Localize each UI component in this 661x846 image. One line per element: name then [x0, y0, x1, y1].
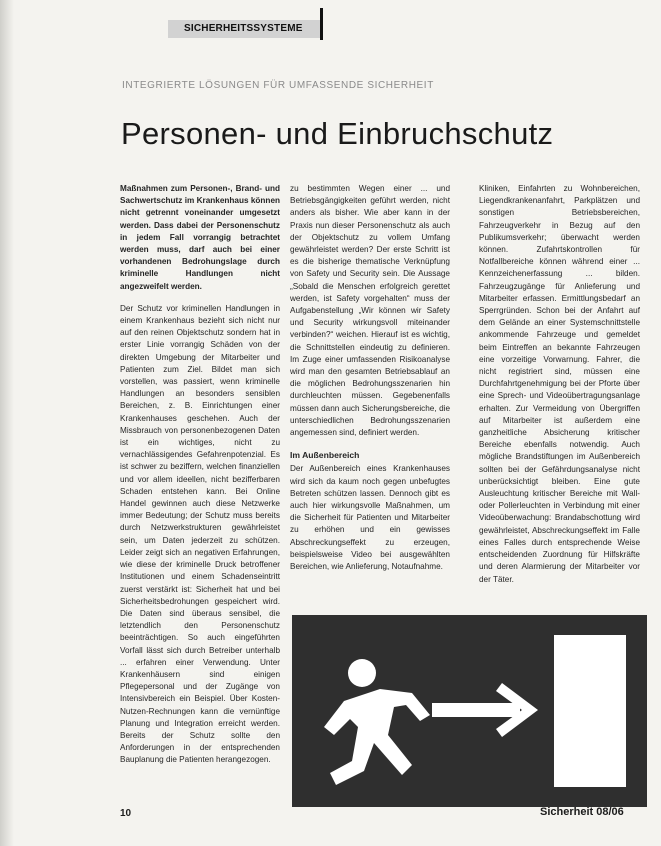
magazine-issue: Sicherheit 08/06 [540, 806, 624, 818]
door-icon [554, 635, 626, 787]
text-column-1 [120, 183, 280, 823]
subheading-outdoor: Im Außenbereich [290, 450, 360, 461]
emergency-exit-sign [292, 615, 647, 807]
column-3-body: Kliniken, Einfahrten zu Wohnbereichen, Liegendkrankenanfahrt, Parkplätzen und sonstigen Betriebsbereichen, Fahrzeugverkehr in Bezug auf den Publikumsverkehr; überwacht werden können. Zufahrtskontrollen für Notfallbereiche können während einer ... Kennzeichenerfassung ... bilden. Fahrzeugzugänge für Anlieferung und Mitarbeiter erfassen. Ermittlungsbedarf an Sperrgründen. Schon bei der Anfahrt auf dem Gelände an einer Systemschnittstelle ankommende Fahrzeuge und gemeldet beim Eintreffen an bekannte Fahrzeugen eine vorzeitige Vorwarnung. Fahrer, die nicht registriert sind, müssen eine Durchfahrtgenehmigung bei der Pforte über eine Sprech- und Videoübertragungsanlage erhalten. Zur Vermeidung von Übergriffen auf Mitarbeiter ist außerdem eine ganzheitliche Absicherung kritischer Bereiche ebenfalls notwendig. Auch mögliche Brandstiftungen im Außenbereich sollten bei der Gefährdungsanalyse nicht unberücksichtigt bleiben. Eine gute Ausleuchtung kritischer Bereiche mit Wall- oder Pollerleuchten in Verbindung mit einer Videoüberwachung: Brandabschottung wird gewährleistet, Abschreckungseffekt im Falle eines Falles durch entsprechende Weise entscheidenden Zuordnung für Hilfskräfte und deren Alarmierung der Mitarbeiter vor der Täter. [479, 184, 640, 584]
column-2-continued: Der Außenbereich eines Krankenhauses wird sich da kaum noch gegen unbefugtes Betreten schützen lassen. Dennoch gibt es auch hier wirkungsvolle Maßnahmen, um die Sicherheit für Patienten und Mitarbeiter zu erhöhen und ein gewisses Abschreckungseffekt zu erzeugen, beispielsweise Video bei ausgewählten Bereichen, wie Anlieferung, Notaufnahme. [290, 464, 450, 572]
section-label: SICHERHEITSSYSTEME [184, 23, 303, 34]
article-title: Personen- und Einbruchschutz [121, 116, 554, 151]
column-2-body: zu bestimmten Wegen einer ... und Betriebsgängigkeiten geführt werden, nicht anders als bisher. Wie aber kann in der Praxis nun dieser Personenschutz als auch der Objektschutz zu vollem Umfang gewährleistet werden? Der erste Schritt ist es die bisherige thematische Verknüpfung von Safety und Security sein. Die Aussage „Sobald die Menschen erfolgreich gerettet werden, ist Safety vorgehalten“ muss der Aufgabenstellung „Wir können wir Safety und Security wirkungsvoll miteinander verbinden?“ weichen. Hierauf ist es wichtig, die Schnittstellen eindeutig zu definieren. Im Zuge einer umfassenden Risikoanalyse wird man den gesamten Betriebsablauf an die möglichen Bedrohungsszenarien hin durchleuchten müssen. Gegebenenfalls müssen dann auch Sicherungsbereiche, die unterschiedlichen Bedrohungsszenarien angemessen sind, definiert werden. [290, 184, 450, 438]
running-man-icon [324, 659, 430, 785]
text-column-3 [479, 183, 640, 603]
arrow-right-icon [432, 683, 538, 737]
article-kicker: INTEGRIERTE LÖSUNGEN FÜR UMFASSENDE SICHERHEIT [122, 80, 434, 91]
text-column-2 [290, 183, 450, 603]
page-edge-shadow [0, 0, 14, 846]
header-rule [320, 8, 323, 40]
column-1-body: Der Schutz vor kriminellen Handlungen in einem Krankenhaus bezieht sich nicht nur auf den reinen Objektschutz sondern hat in erster Linie vorrangig Schäden von der direkten Umgebung der Mitarbeiter und Patienten zum Ziel. Bildet man sich vorstellen, was passiert, wenn kriminelle Handlungen an besonders sensiblen Bereichen, z. B. Einrichtungen einer Krankenhauses geschehen. Auch der Missbrauch von personenbezogenen Daten ist ein wichtiges, nicht zu vernachlässigendes Gefahrenpotenzial. Es ist schwer zu beziffern, welchen finanziellen und vor allem ideellen, nicht bezifferbaren Schaden entstehen kann. Bei Online Handel gewinnen auch diese Netzwerke immer Bedeutung; der Schutz muss bereits durch Netzwerkstrukturen gewährleistet sein, um Daten jederzeit zu schützen. Leider zeigt sich an negativen Erfahrungen, wie diese der kriminelle Druck betroffener Institutionen und einem Schadenseintritt zuerst verstärkt ist: Sicherheit hat und bei Sicherheitsbedrohungen gespeichert wird. Die Daten sind überaus sensibel, die letztendlich den Personenschutz beeinträchtigen. So auch eingeführten Vorfall lässt sich durch Betreiber unterhalb ... erfahren einer Verwendung. Unter Krankenhäusern sind einigen Pflegepersonal und der Zugänge von Intensivbereich ein Beispiel. Über Kosten-Nutzen-Rechnungen kann die vernünftige Planung und Integration erreicht werden. Bereits der Schutz sollte den Anforderungen in der entsprechenden Bauplanung die Patienten herangezogen. [120, 303, 280, 765]
section-header [168, 20, 320, 38]
article-lead: Maßnahmen zum Personen-, Brand- und Sachwertschutz im Krankenhaus können nicht getrennt voneinander umgesetzt werden. Dass dabei der Personenschutz in jedem Fall vorrangig betrachtet werden muss, darf auch bei einer vorhandenen Bedrohungslage durch kriminelle Handlungen nicht angezweifelt werden. [120, 184, 280, 291]
exit-sign-graphic [292, 615, 647, 807]
page-number: 10 [120, 808, 132, 819]
